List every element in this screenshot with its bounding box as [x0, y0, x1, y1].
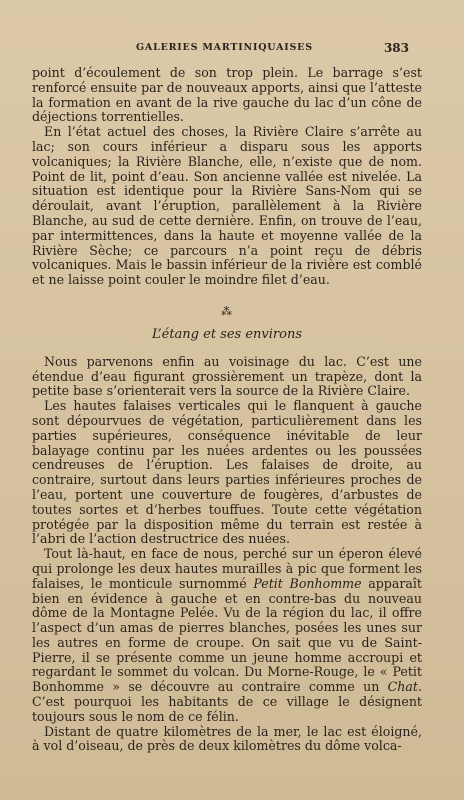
- paragraph-petit-bonhomme: [32, 547, 422, 725]
- section-title: L’étang et ses environs: [151, 326, 302, 342]
- emphasis-chat: Chat: [387, 679, 418, 695]
- paragraph-text: Tout là-haut, en face de nous, perché sur un éperon élevé qui prolonge les deux hautes murailles à pic que forment les falaises, le monticule surnommé: [32, 546, 422, 591]
- paragraph-text: . C’est pourquoi les habitants de ce village le désignent toujours sous le nom de ce félin.: [32, 679, 422, 724]
- asterism-ornament: ⁂: [221, 304, 233, 318]
- paragraph-lake-distance: Distant de quatre kilomètres de la mer, le lac est éloigné, à vol d’oiseau, de près de deux kilomètres du dôme volca-: [32, 723, 422, 754]
- emphasis-petit-bonhomme: Petit Bonhomme: [253, 575, 362, 591]
- paragraph-continuation: point d’écoulement de son trop plein. Le barrage s’est renforcé ensuite par de nouveaux apports, ainsi que l’atteste la formation en avant de la rive gauche du lac d’un cône de déjections torrentielles.: [32, 65, 422, 125]
- running-title: GALERIES MARTINIQUAISES: [136, 42, 313, 53]
- paragraph-cliffs: Les hautes falaises verticales qui le flanquent à gauche sont dépourvues de végétation, particulièrement dans les parties supérieures, conséquence inévitable de leur balayage continu par les nuées ardentes ou les poussées cendreuses de l’éruption. Les falaises de droite, au contraire, surtout dans leurs parties inférieures proches de l’eau, portent une couverture de fougères, d’arbustes de toutes sortes et d’herbes touffues. Toute cette végétation protégée par la disposition même du terrain est restée à l’abri de l’action destructrice des nuées.: [32, 398, 422, 547]
- paragraph-lake-approach: Nous parvenons enfin au voisinage du lac. C’est une étendue d’eau figurant grossièrement un trapèze, dont la petite base s’orienterait vers la source de la Rivière Claire.: [32, 353, 422, 399]
- page-header: [0, 42, 464, 56]
- paragraph-current-state: En l’état actuel des choses, la Rivière Claire s’arrête au lac; son cours inférieur a disparu sous les apports volcaniques; la Rivière Blanche, elle, n’existe que de nom. Point de lit, point d’eau. Son ancienne vallée est nivelée. La situation est identique pour la Rivière Sans-Nom qui se déroulait, avant l’éruption, parallèlement à la Rivière Blanche, au sud de cette dernière. Enfin, on trouve de l’eau, par intermittences, dans la haute et moyenne vallée de la Rivière Sèche; ce parcours n’a point reçu de débris volcaniques. Mais le bassin inférieur de la rivière est comblé et ne laisse point couler le moindre filet d’eau.: [32, 124, 422, 288]
- page-body: [32, 66, 422, 754]
- page-number: 383: [383, 41, 409, 55]
- paragraph-text: apparaît bien en évidence à gauche et en contre-bas du nouveau dôme de la Montagne Pelée. Vu de la région du lac, il offre l’aspect d’un amas de pierres blanches, posées les unes sur les autres en forme de croupe. On sait que vu de Saint-Pierre, il se présente comme un jeune homme accroupi et regardant le sommet du volcan. Du Morne-Rouge, le « Petit Bonhomme » se découvre au contraire comme un: [32, 575, 422, 695]
